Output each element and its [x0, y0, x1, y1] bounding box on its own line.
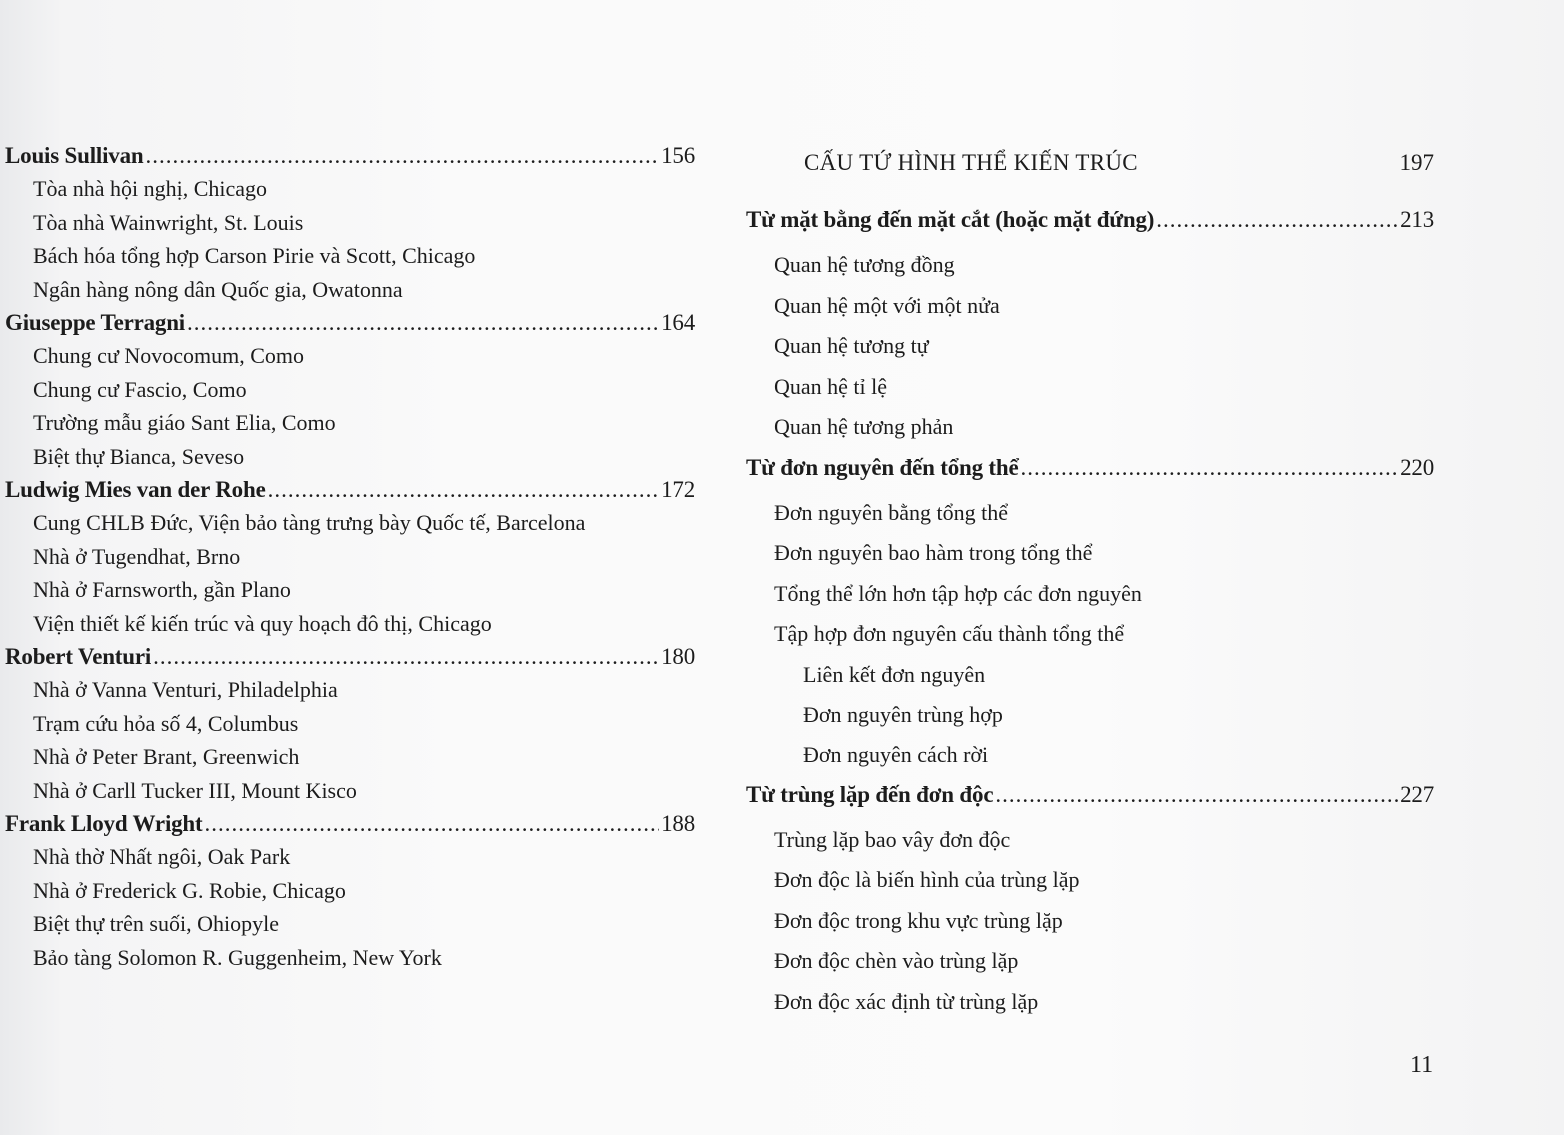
toc-subitem: Đơn độc là biến hình của trùng lặp [774, 867, 1080, 892]
toc-subitem: Nhà ở Frederick G. Robie, Chicago [33, 877, 346, 903]
architect-name: Frank Lloyd Wright [5, 811, 203, 836]
toc-entry [5, 143, 695, 176]
toc-subitem: Tổng thể lớn hơn tập hợp các đơn nguyên [774, 580, 1142, 606]
leader-dots [187, 310, 659, 336]
toc-subsubitem: Liên kết đơn nguyên [803, 661, 986, 687]
toc-subsubitem: Đơn nguyên trùng hợp [803, 701, 1003, 727]
page-ref: 188 [661, 811, 695, 836]
toc-subsubitem: Đơn nguyên cách rời [803, 741, 989, 767]
toc-subitem: Bảo tàng Solomon R. Guggenheim, New York [33, 944, 442, 970]
leader-dots [995, 782, 1398, 808]
toc-subitem: Quan hệ tỉ lệ [774, 373, 888, 399]
toc-subitem: Trạm cứu hỏa số 4, Columbus [33, 710, 299, 736]
architect-name: Giuseppe Terragni [5, 310, 185, 335]
page-ref: 172 [661, 477, 695, 502]
leader-dots [204, 811, 659, 837]
chapter-title: Từ đơn nguyên đến tổng thể [746, 454, 1019, 480]
toc-subitem: Chung cư Novocomum, Como [33, 343, 305, 368]
toc-subitem: Quan hệ tương tự [774, 333, 929, 358]
toc-subitem: Biệt thự trên suối, Ohiopyle [33, 911, 279, 936]
architect-name: Louis Sullivan [5, 143, 144, 168]
toc-subitem: Chung cư Fascio, Como [33, 376, 247, 402]
toc-subitem: Nhà ở Tugendhat, Brno [33, 543, 241, 569]
toc-entry [5, 477, 695, 510]
toc-subitem: Tòa nhà hội nghị, Chicago [33, 176, 268, 201]
page-ref: 164 [661, 310, 695, 335]
toc-subitem: Ngân hàng nông dân Quốc gia, Owatonna [33, 276, 403, 302]
leader-dots [153, 644, 659, 670]
toc-subitem: Quan hệ tương đồng [774, 252, 955, 277]
leader-dots [1156, 207, 1398, 233]
toc-subitem: Quan hệ tương phản [774, 414, 954, 439]
toc-entry [746, 782, 1434, 827]
toc-subitem: Nhà ở Farnsworth, gần Plano [33, 577, 291, 602]
toc-subitem: Nhà ở Peter Brant, Greenwich [33, 744, 300, 769]
architect-name: Robert Venturi [5, 644, 152, 669]
architect-name: Ludwig Mies van der Rohe [5, 477, 266, 502]
page-ref: 227 [1400, 781, 1434, 807]
toc-subitem: Biệt thự Bianca, Seveso [33, 443, 245, 469]
leader-dots [1021, 455, 1399, 481]
chapter-title: Từ mặt bằng đến mặt cắt (hoặc mặt đứng) [746, 207, 1155, 232]
toc-subitem: Tập hợp đơn nguyên cấu thành tổng thể [774, 621, 1125, 646]
toc-subitem: Bách hóa tổng hợp Carson Pirie và Scott, Chicago [33, 243, 476, 268]
toc-subitem: Nhà thờ Nhất ngôi, Oak Park [33, 844, 291, 869]
toc-subitem: Tòa nhà Wainwright, St. Louis [33, 209, 304, 235]
page-ref: 213 [1400, 207, 1434, 232]
toc-entry [746, 455, 1434, 500]
chapter-title: Từ trùng lặp đến đơn độc [746, 781, 994, 807]
toc-subitem: Nhà ở Vanna Venturi, Philadelphia [33, 677, 338, 702]
toc-entry [5, 644, 695, 677]
toc-right-column [746, 143, 1434, 1029]
toc-subitem: Trường mẫu giáo Sant Elia, Como [33, 410, 336, 435]
toc-subitem: Viện thiết kế kiến trúc và quy hoạch đô thị, Chicago [33, 610, 492, 636]
page-ref: 156 [661, 143, 695, 168]
toc-subitem: Đơn độc trong khu vực trùng lặp [774, 907, 1063, 933]
toc-subitem: Trùng lặp bao vây đơn độc [774, 826, 1011, 852]
toc-entry [5, 310, 695, 343]
leader-dots [268, 477, 660, 503]
toc-subitem: Cung CHLB Đức, Viện bảo tàng trưng bày Quốc tế, Barcelona [33, 510, 586, 535]
toc-subitem: Đơn nguyên bao hàm trong tổng thể [774, 540, 1093, 565]
toc-subitem: Đơn độc chèn vào trùng lặp [774, 948, 1019, 973]
toc-subitem: Quan hệ một với một nửa [774, 292, 1000, 318]
section-heading [746, 143, 1434, 207]
page-ref: 197 [1399, 150, 1434, 175]
section-title: CẤU TỨ HÌNH THỂ KIẾN TRÚC [804, 150, 1138, 175]
page-ref: 220 [1400, 454, 1434, 480]
toc-entry [746, 207, 1434, 252]
toc-subitem: Nhà ở Carll Tucker III, Mount Kisco [33, 777, 357, 803]
page-ref: 180 [661, 644, 695, 669]
toc-subitem: Đơn độc xác định từ trùng lặp [774, 988, 1039, 1014]
page-number: 11 [1410, 1052, 1434, 1078]
toc-subitem: Đơn nguyên bằng tổng thể [774, 499, 1009, 525]
toc-entry [5, 811, 695, 844]
leader-dots [145, 143, 659, 169]
toc-left-column [5, 143, 695, 978]
